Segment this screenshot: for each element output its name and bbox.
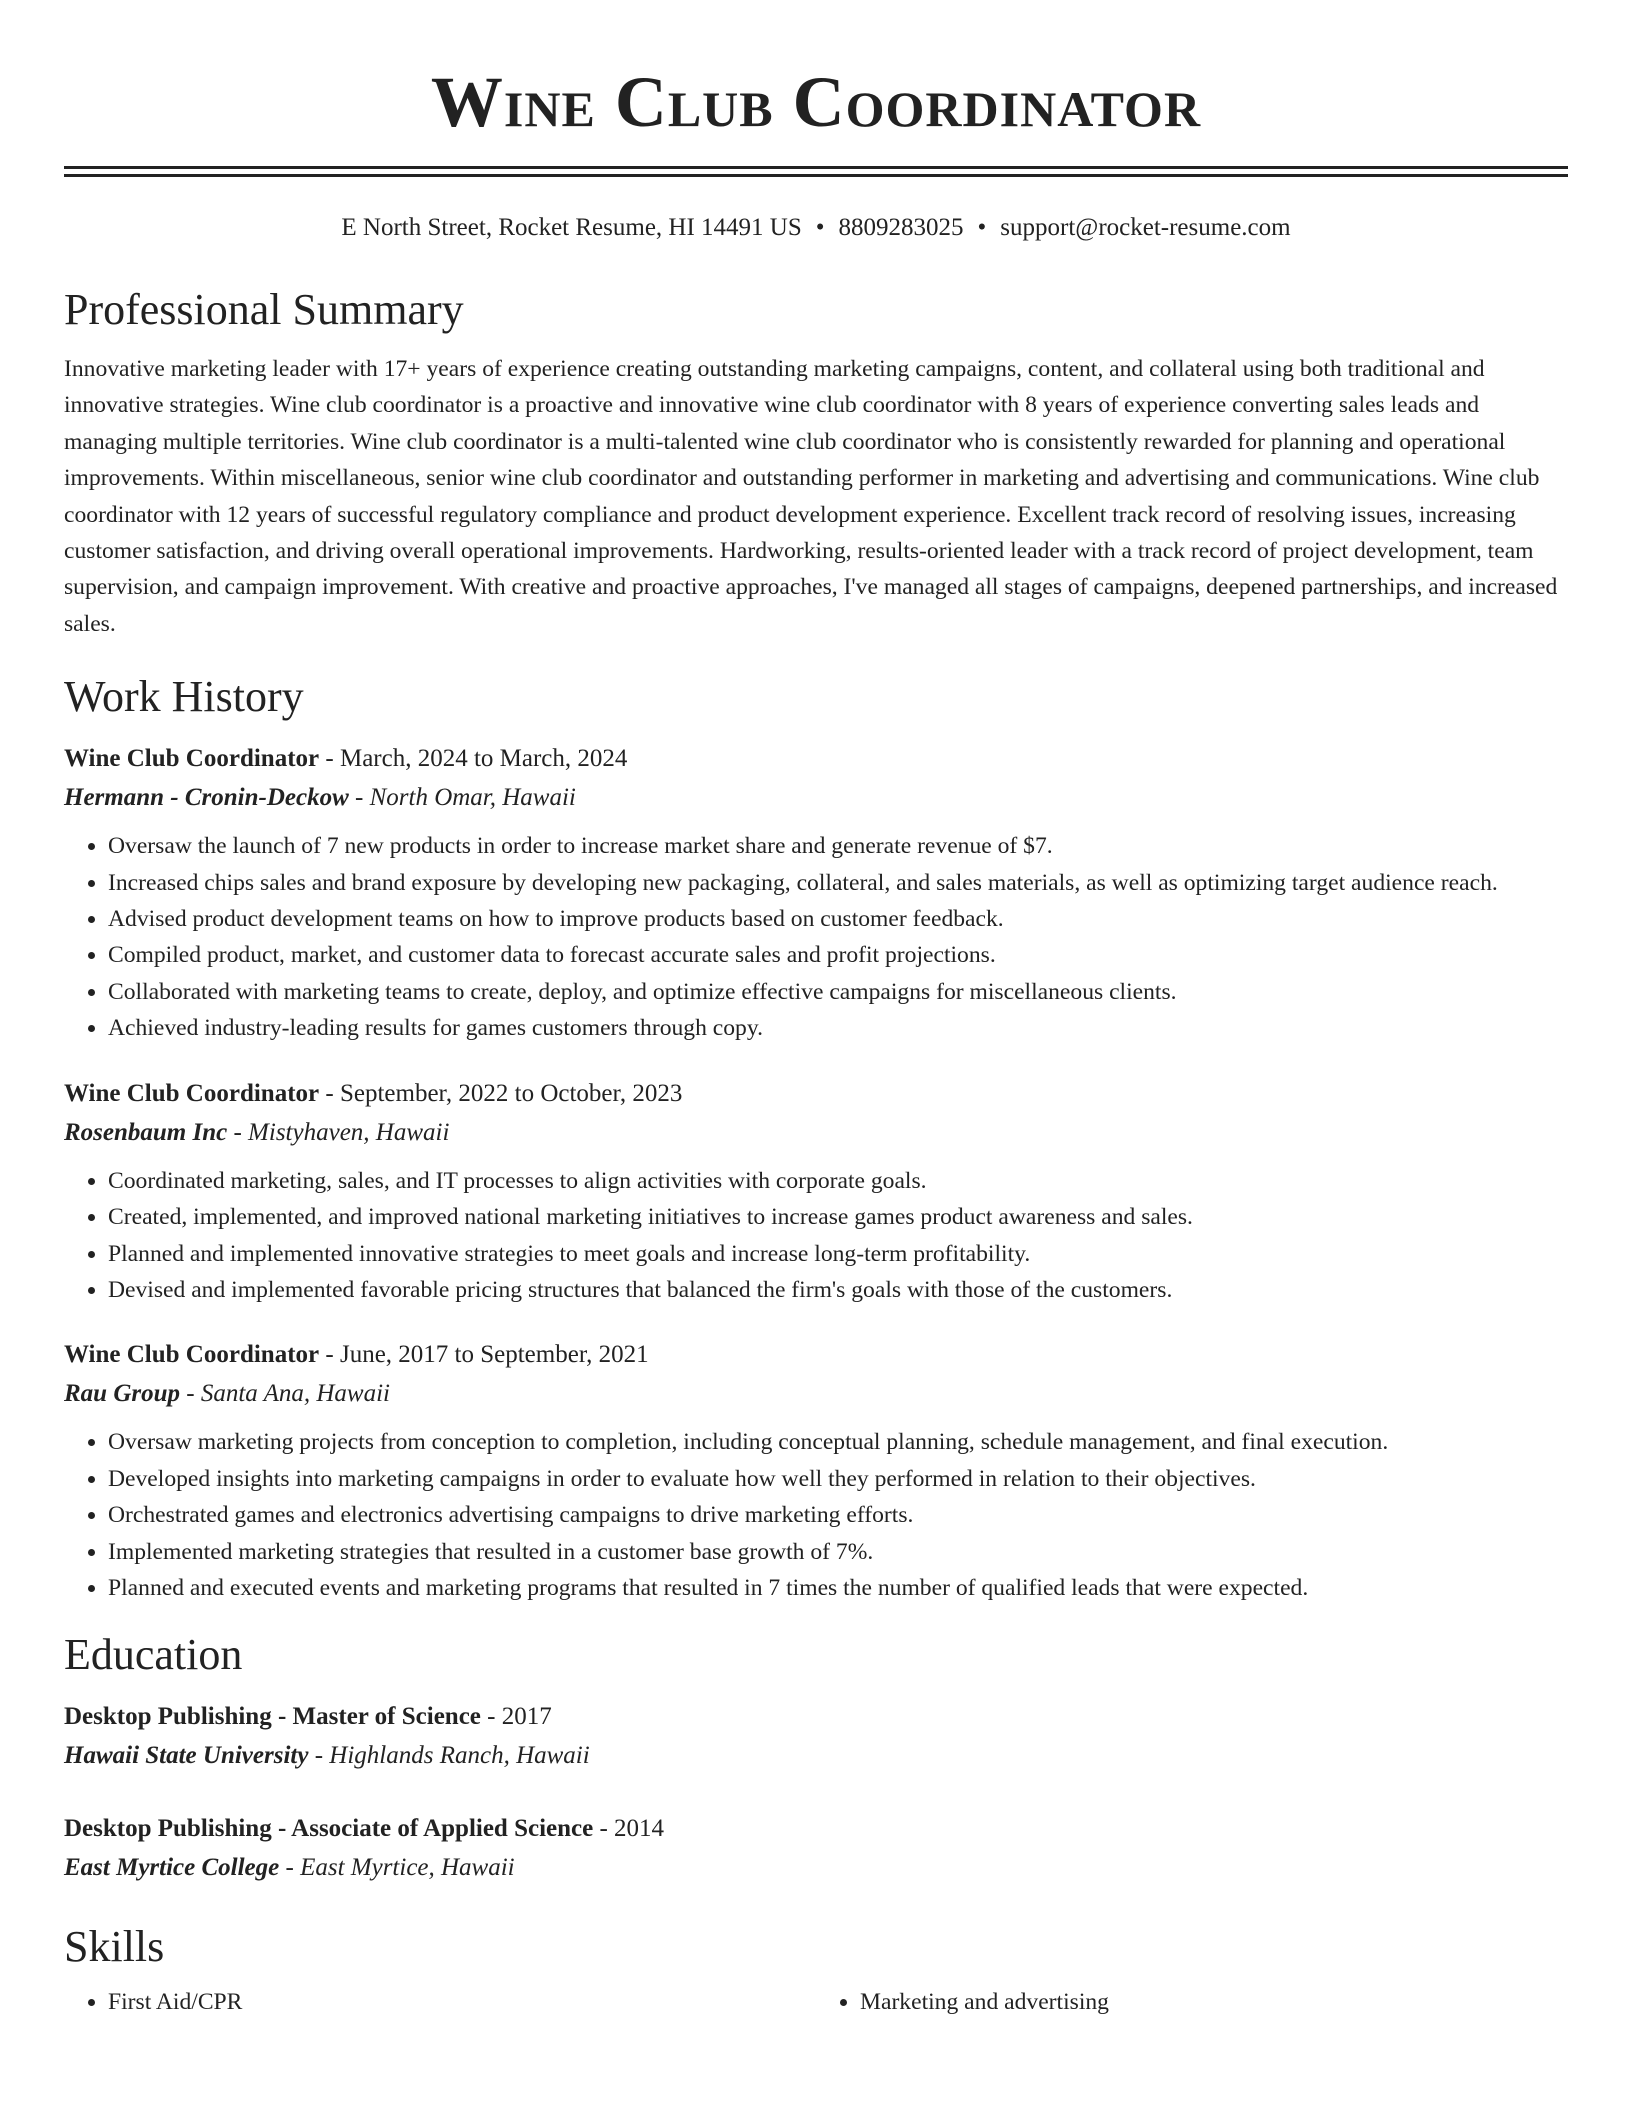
job-entry [64,1075,1568,1309]
education-year: - 2014 [593,1815,665,1843]
job-bullets [64,1424,1568,1606]
education-degree: Desktop Publishing - Master of Science [64,1703,481,1731]
skills-heading: Skills [64,1922,165,1972]
education-school: East Myrtice College [64,1854,280,1882]
summary-text: Innovative marketing leader with 17+ years of experience creating outstanding marketing campaigns, content, and collateral using both traditional and innovative strategies. Wine club coordinator is a proactive and innovative wine club coordinator with 8 years of experience converting sales leads and managing multiple territories. Wine club coordinator is a multi-talented wine club coordinator who is consistently rewarded for planning and operational improvements. Within miscellaneous, senior wine club coordinator and outstanding performer in marketing and advertising and communications. Wine club coordinator with 12 years of successful regulatory compliance and product development experience. Excellent track record of resolving issues, increasing customer satisfaction, and driving overall operational improvements. Hardworking, results-oriented leader with a track record of project development, team supervision, and campaign improvement. With creative and proactive approaches, I've managed all stages of campaigns, deepened partnerships, and increased sales. [64,356,1558,637]
job-dates: - March, 2024 to March, 2024 [319,745,628,773]
job-location: - Santa Ana, Hawaii [180,1380,390,1408]
job-entry [64,740,1568,1046]
job-bullet: • Oversaw marketing projects from conception to completion, including conceptual planning, schedule management, and final execution. [108,1424,1568,1460]
education-entry [64,1698,1568,1776]
job-bullets [64,1163,1568,1309]
skills-column-left [64,1984,816,2020]
job-bullet: • Advised product development teams on how to improve products based on customer feedback. [108,901,1568,937]
job-employer [64,778,1568,818]
job-bullet: • Coordinated marketing, sales, and IT processes to align activities with corporate goals. [108,1163,1568,1199]
skills-column-right [816,1984,1568,2020]
education-degree: Desktop Publishing - Associate of Applied Science [64,1815,594,1843]
job-employer [64,1374,1568,1414]
work-history-heading: Work History [64,672,304,722]
job-bullet: • Planned and implemented innovative strategies to meet goals and increase long-term profitability. [108,1236,1568,1272]
resume-name: Wine Club Coordinator [430,62,1202,142]
job-location: - Mistyhaven, Hawaii [227,1118,450,1146]
education-school: Hawaii State University [64,1742,309,1770]
education-school-line [64,1848,1568,1888]
contact-phone: 8809283025 [838,214,964,241]
skill-item: • First Aid/CPR [108,1984,816,2020]
job-bullet: • Created, implemented, and improved national marketing initiatives to increase games product awareness and sales. [108,1199,1568,1235]
job-bullets [64,828,1568,1046]
job-role: Wine Club Coordinator [64,745,320,773]
education-heading: Education [64,1630,243,1680]
job-location: - North Omar, Hawaii [348,784,576,812]
job-bullet: • Increased chips sales and brand exposure by developing new packaging, collateral, and sales materials, as well as optimizing target audience reach. [108,865,1568,901]
education-entry [64,1810,1568,1888]
job-header [64,740,1568,778]
contact-separator: • [977,214,987,241]
job-bullet: • Planned and executed events and marketing programs that resulted in 7 times the number of qualified leads that were expected. [108,1570,1568,1606]
job-bullet: • Developed insights into marketing campaigns in order to evaluate how well they performed in relation to their objectives. [108,1461,1568,1497]
skill-item: • Marketing and advertising [860,1984,1568,2020]
job-company: Rosenbaum Inc [64,1118,228,1146]
education-location: - Highlands Ranch, Hawaii [308,1742,590,1770]
job-bullet: • Achieved industry-leading results for games customers through copy. [108,1010,1568,1046]
contact-email: support@rocket-resume.com [1000,214,1291,241]
job-bullet: • Collaborated with marketing teams to create, deploy, and optimize effective campaigns for miscellaneous clients. [108,974,1568,1010]
education-school-line [64,1736,1568,1776]
contact-separator: • [815,214,825,241]
header-double-rule [64,166,1568,177]
contact-address: E North Street, Rocket Resume, HI 14491 US [341,214,802,241]
job-company: Rau Group [64,1380,181,1408]
job-bullet: • Implemented marketing strategies that resulted in a customer base growth of 7%. [108,1534,1568,1570]
job-bullet: • Orchestrated games and electronics advertising campaigns to drive marketing efforts. [108,1497,1568,1533]
job-role: Wine Club Coordinator [64,1341,320,1369]
education-year: - 2017 [480,1703,552,1731]
education-header [64,1698,1568,1736]
job-bullet: • Devised and implemented favorable pricing structures that balanced the firm's goals with those of the customers. [108,1272,1568,1308]
education-location: - East Myrtice, Hawaii [279,1854,515,1882]
job-employer [64,1113,1568,1153]
job-header [64,1336,1568,1374]
contact-line [64,211,1568,245]
job-company: Hermann - Cronin-Deckow [64,784,349,812]
job-entry [64,1336,1568,1606]
education-header [64,1810,1568,1848]
skills-list [64,1984,1568,2020]
summary-heading: Professional Summary [64,285,464,334]
job-role: Wine Club Coordinator [64,1079,320,1107]
job-header [64,1075,1568,1113]
job-bullet: • Oversaw the launch of 7 new products in order to increase market share and generate revenue of $7. [108,828,1568,864]
job-dates: - June, 2017 to September, 2021 [319,1341,649,1369]
job-bullet: • Compiled product, market, and customer data to forecast accurate sales and profit projections. [108,937,1568,973]
job-dates: - September, 2022 to October, 2023 [319,1079,683,1107]
